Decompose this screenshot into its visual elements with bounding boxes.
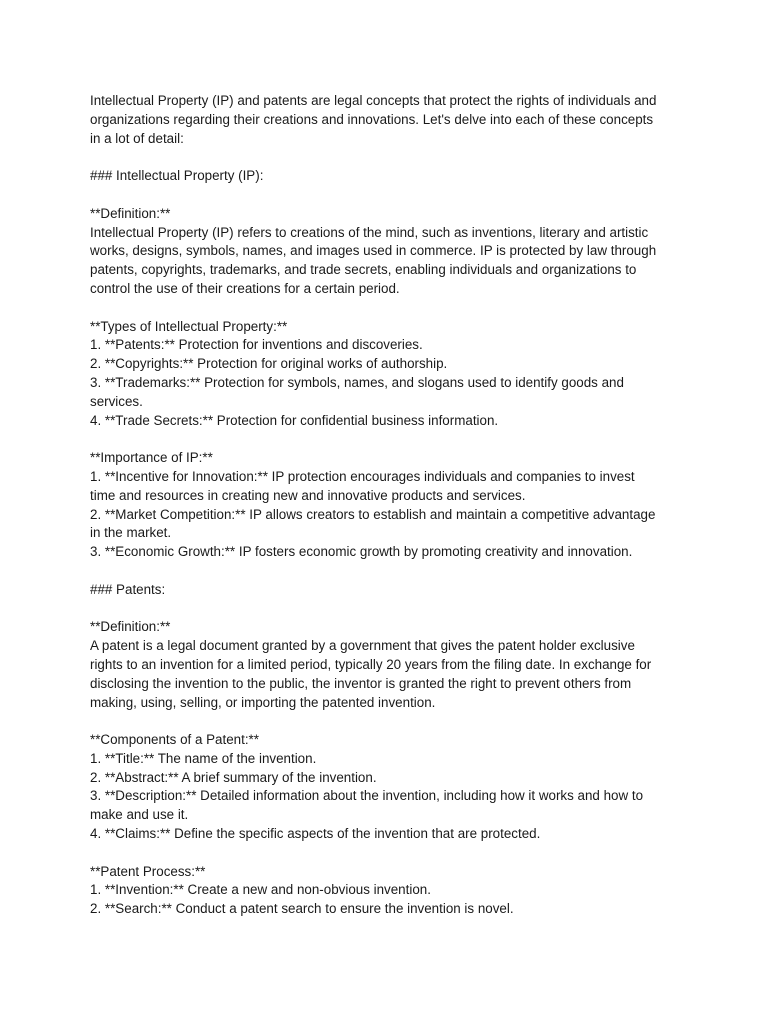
document-page: [90, 92, 690, 938]
text-line: patents, copyrights, trademarks, and trade secrets, enabling individuals and organizations to: [90, 262, 637, 278]
text-line: works, designs, symbols, names, and images used in commerce. IP is protected by law through: [90, 243, 657, 259]
ip-importance-list: [90, 449, 690, 562]
list-item-continuation: time and resources in creating new and innovative products and services.: [90, 487, 526, 503]
text-line: A patent is a legal document granted by a government that gives the patent holder exclusive: [90, 638, 635, 654]
intro-paragraph: [90, 92, 690, 148]
list-item: 4. **Claims:** Define the specific aspects of the invention that are protected.: [90, 826, 541, 842]
text-line: in a lot of detail:: [90, 130, 184, 146]
list-item: 3. **Economic Growth:** IP fosters economic growth by promoting creativity and innovation.: [90, 544, 633, 560]
list-item-continuation: in the market.: [90, 525, 172, 541]
text-line: Intellectual Property (IP) and patents are legal concepts that protect the rights of individuals and: [90, 93, 657, 108]
list-item: 3. **Description:** Detailed information about the invention, including how it works and how to: [90, 788, 644, 804]
subheading-text: **Definition:**: [90, 205, 171, 221]
list-item: 2. **Search:** Conduct a patent search to ensure the invention is novel.: [90, 901, 514, 917]
list-item: 1. **Title:** The name of the invention.: [90, 750, 317, 766]
text-line: organizations regarding their creations and innovations. Let's delve into each of these concepts: [90, 111, 654, 127]
list-item: 2. **Abstract:** A brief summary of the invention.: [90, 769, 377, 785]
list-item: 2. **Market Competition:** IP allows creators to establish and maintain a competitive advantage: [90, 506, 656, 522]
subheading-text: **Components of a Patent:**: [90, 732, 259, 748]
list-item: 1. **Incentive for Innovation:** IP protection encourages individuals and companies to invest: [90, 468, 635, 484]
list-item: 3. **Trademarks:** Protection for symbols, names, and slogans used to identify goods and: [90, 374, 624, 390]
list-item-continuation: make and use it.: [90, 807, 189, 823]
text-line: making, using, selling, or importing the patented invention.: [90, 694, 436, 710]
list-item: 2. **Copyrights:** Protection for original works of authorship.: [90, 356, 448, 372]
patent-process-list: [90, 863, 690, 919]
heading-text: ### Patents:: [90, 581, 166, 597]
list-item: 1. **Invention:** Create a new and non-obvious invention.: [90, 882, 431, 898]
text-line: Intellectual Property (IP) refers to creations of the mind, such as inventions, literary and artistic: [90, 224, 649, 240]
list-item: 1. **Patents:** Protection for inventions and discoveries.: [90, 337, 423, 353]
section-heading-patents: [90, 581, 690, 600]
ip-definition-paragraph: [90, 205, 690, 299]
text-line: rights to an invention for a limited period, typically 20 years from the filing date. In exchange for: [90, 656, 652, 672]
text-line: control the use of their creations for a certain period.: [90, 280, 400, 296]
heading-text: ### Intellectual Property (IP):: [90, 168, 264, 184]
subheading-text: **Importance of IP:**: [90, 450, 213, 466]
patent-definition-paragraph: [90, 618, 690, 712]
ip-types-list: [90, 318, 690, 431]
text-line: disclosing the invention to the public, the inventor is granted the right to prevent others from: [90, 675, 632, 691]
subheading-text: **Types of Intellectual Property:**: [90, 318, 288, 334]
patent-components-list: [90, 731, 690, 844]
list-item: 4. **Trade Secrets:** Protection for confidential business information.: [90, 412, 499, 428]
subheading-text: **Patent Process:**: [90, 863, 206, 879]
list-item-continuation: services.: [90, 393, 143, 409]
subheading-text: **Definition:**: [90, 619, 171, 635]
section-heading-ip: [90, 167, 690, 186]
